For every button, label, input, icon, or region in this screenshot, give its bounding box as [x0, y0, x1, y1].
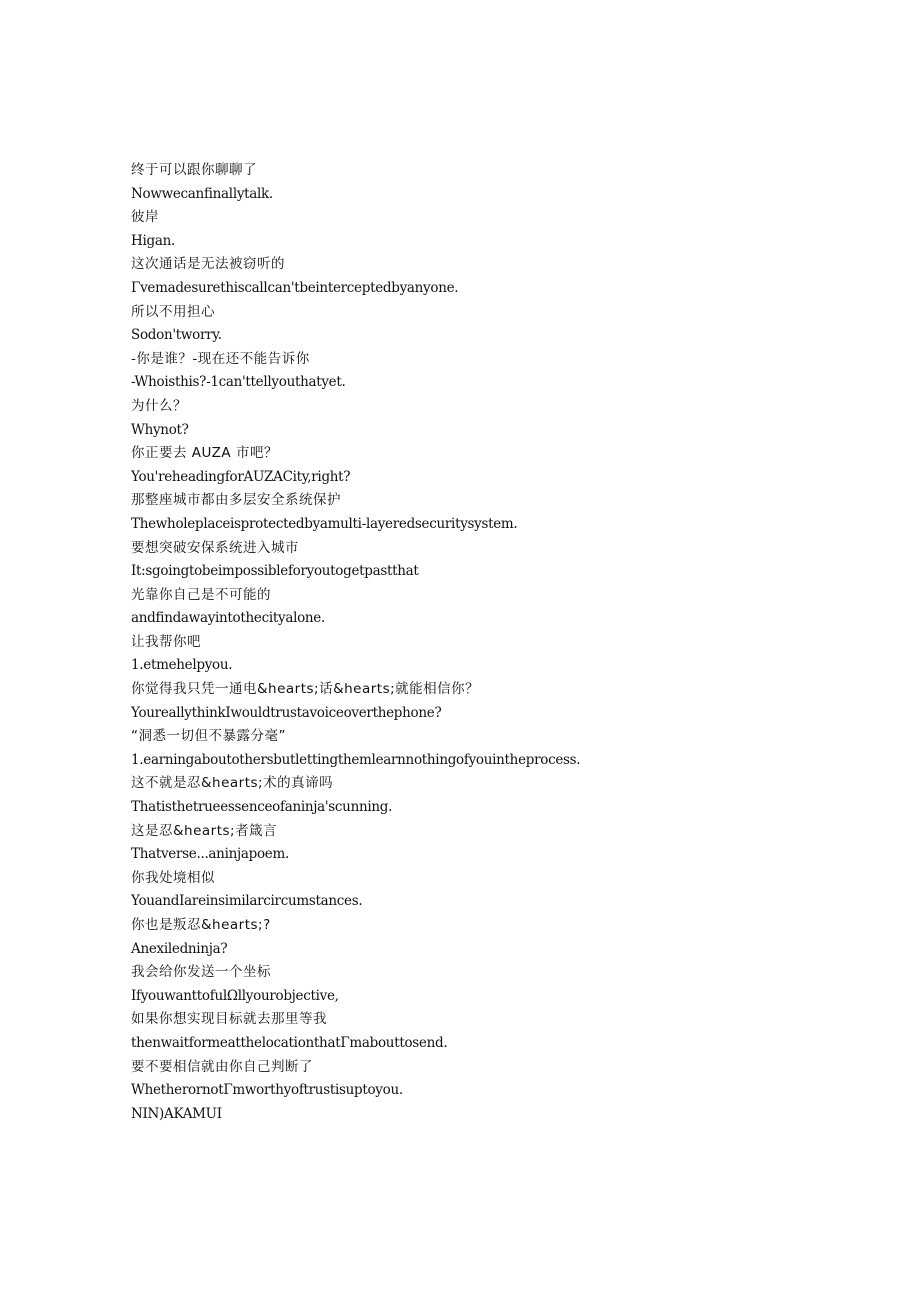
subtitle-line-english: thenwaitformeatthelocationthatΓmabouttosend.: [131, 1034, 448, 1051]
subtitle-line-chinese: 所以不用担心: [131, 303, 215, 320]
subtitle-line-english: Nowwecanfinallytalk.: [131, 185, 273, 202]
subtitle-line-chinese: 要不要相信就由你自己判断了: [131, 1058, 313, 1075]
subtitle-line-english: WhetherornotΓmworthyoftrustisuptoyou.: [131, 1082, 403, 1099]
subtitle-line-english: Thatverse...aninjapoem.: [131, 846, 289, 863]
subtitle-line-english: NIN)AKAMUI: [131, 1105, 222, 1122]
subtitle-line-chinese: 你正要去 AUZA 市吧？: [131, 445, 278, 462]
subtitle-line-chinese: 终于可以跟你聊聊了: [131, 162, 257, 178]
subtitle-line-chinese: 要想突破安保系统进入城市: [131, 539, 299, 556]
subtitle-line-chinese: 那整座城市都由多层安全系统保护: [131, 492, 341, 509]
subtitle-line-english: Whynot?: [131, 421, 189, 438]
subtitle-line-chinese: 这是忍&hearts;者箴言: [131, 822, 278, 839]
subtitle-line-chinese: 这不就是忍&hearts;术的真谛吗: [131, 775, 334, 792]
document-body: [131, 159, 891, 1126]
subtitle-line-chinese: 如果你想实现目标就去那里等我: [131, 1011, 327, 1028]
subtitle-line-english: Thewholeplaceisprotectedbyamulti-layeredsecuritysystem.: [131, 515, 518, 532]
subtitle-line-english: IfyouwanttofulΩllyourobjective,: [131, 987, 339, 1004]
subtitle-line-english: You'reheadingforAUZACity,right?: [131, 468, 351, 485]
subtitle-line-chinese: 为什么？: [131, 397, 187, 414]
subtitle-line-chinese: 这次通话是无法被窃听的: [131, 256, 285, 273]
subtitle-line-english: YoureallythinkIwouldtrustavoiceoverthephone?: [131, 704, 442, 721]
subtitle-line-english: Γvemadesurethiscallcan'tbeinterceptedbyanyone.: [131, 279, 459, 296]
subtitle-line-english: 1.etmehelpyou.: [131, 657, 233, 674]
subtitle-line-english: Higan.: [131, 232, 175, 249]
subtitle-line-chinese: 你我处境相似: [131, 869, 215, 886]
subtitle-line-chinese: 我会给你发送一个坐标: [131, 964, 271, 981]
subtitle-line-chinese: 你觉得我只凭一通电&hearts;话&hearts;就能相信你？: [131, 681, 480, 698]
subtitle-line-english: andfindawayintothecityalone.: [131, 610, 325, 627]
subtitle-line-english: Thatisthetrueessenceofaninja'scunning.: [131, 799, 393, 816]
subtitle-line-chinese: -你是谁？-现在还不能告诉你: [131, 350, 310, 367]
subtitle-line-english: Anexiledninja?: [131, 940, 228, 957]
subtitle-line-chinese: 让我帮你吧: [131, 633, 201, 650]
subtitle-line-chinese: 你也是叛忍&hearts;?: [131, 917, 271, 933]
subtitle-line-chinese: 彼岸: [131, 209, 159, 226]
subtitle-line-chinese: 光靠你自己是不可能的: [131, 586, 271, 603]
subtitle-line-english: -Whoisthis?-1can'ttellyouthatyet.: [131, 374, 346, 391]
subtitle-line-english: It:sgoingtobeimpossibleforyoutogetpastthat: [131, 563, 419, 580]
subtitle-line-chinese: “洞悉一切但不暴露分毫”: [131, 728, 286, 745]
subtitle-line-english: YouandIareinsimilarcircumstances.: [131, 893, 363, 910]
subtitle-line-english: Sodon'tworry.: [131, 327, 222, 344]
subtitle-line-english: 1.earningaboutothersbutlettingthemlearnnothingofyouintheprocess.: [131, 751, 581, 768]
